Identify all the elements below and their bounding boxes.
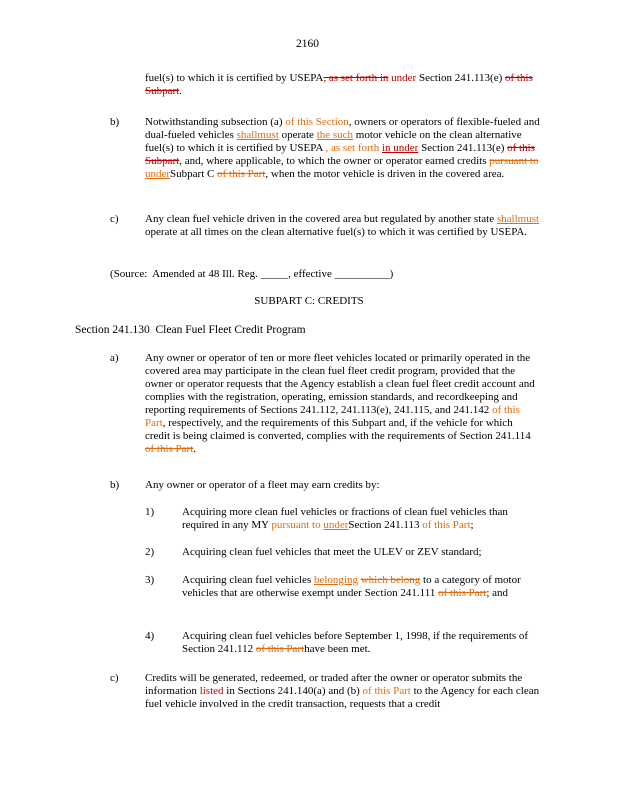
cont-text-2: Section 241.113(e) [418,72,503,84]
item-b-t5: Section 241.113(e) [421,142,505,154]
cont-deleted-2: of this Subpart [145,72,533,97]
item-b-t8: , when the motor vehicle is driven in the covered area. [265,168,505,180]
cont-deleted: , as set forth in [323,72,389,84]
sub4-text [182,630,540,656]
sec-c-t1: Credits will be generated, redeemed, or traded after the owner or operator submits the information [145,672,523,697]
item-b-text [145,116,540,181]
item-b-ins6: under [145,168,171,180]
sub4-label: 4) [145,630,155,642]
cont-inserted: under [391,72,417,84]
sec-a-t3: . [193,443,197,455]
item-b-t2: , owners or operators of flexible-fueled and dual-fueled vehicles [145,116,540,141]
sub1-t1: Acquiring more clean fuel vehicles or fractions of clean fuel vehicles than required in any MY [182,506,508,531]
sec-a-text [145,352,540,456]
item-b-label: b) [110,116,120,128]
item-c-t2: operate at all times on the clean alternative fuel(s) to which it was certified by USEPA. [145,226,528,238]
sub3-t2: to a category of motor vehicles that are otherwise exempt under Section 241.111 [182,574,521,599]
sub3-t1: Acquiring clean fuel vehicles [182,574,312,586]
sub1-label: 1) [145,506,155,518]
sec-c-t3: to the Agency for each clean fuel vehicle involved in the credit transaction, requests that a credit [145,685,540,710]
sub2-text: Acquiring clean fuel vehicles that meet the ULEV or ZEV standard; [182,546,482,558]
sub3-del1: which belong [360,574,421,586]
sub2-label: 2) [145,546,155,558]
sub1-text [182,506,540,532]
sec-a-del1: of this Part [145,443,194,455]
item-b-t7: Subpart C [170,168,215,180]
sec-a-ins1: of this Part [145,404,520,429]
item-b-t3: operate [281,129,314,141]
section-heading: Section 241.130 Clean Fuel Fleet Credit Program [75,324,306,336]
sec-c-ins2: of this Part [362,685,411,697]
page-number: 2160 [296,38,319,50]
item-b-ins3: the such [316,129,354,141]
sub4-t1: Acquiring clean fuel vehicles before September 1, 1998, if the requirements of Section 241.112 [182,630,529,655]
sub1-t2: Section 241.113 [348,519,420,531]
sub3-label: 3) [145,574,155,586]
sub3-del2: of this Part [438,587,487,599]
sec-a-label: a) [110,352,119,364]
item-b-ins5: in under [381,142,419,154]
sub1-t3: ; [470,519,474,531]
sec-b-text: Any owner or operator of a fleet may earn credits by: [145,479,380,491]
sec-a-t2: , respectively, and the requirements of this Subpart and, if the vehicle for which credit is being claimed is converted, complies with the requirements of Section 241.114 [145,417,531,442]
source-note: (Source: Amended at 48 Ill. Reg. _____, effective __________) [110,268,394,280]
sub3-text [182,574,540,600]
item-b-ins2: shallmust [236,129,279,141]
sec-a-t1: Any owner or operator of ten or more fleet vehicles located or primarily operated in the covered area may participate in the clean fuel fleet credit program, provided that the owner or operator requests that the Agency establish a clean fuel fleet credit account and complies with the registration, operating, emission standards, and recordkeeping and reporting requirements of Sections 241.112, 241.113(e), 241.115, and 241.142 [145,352,535,416]
sec-b-label: b) [110,479,120,491]
item-b-t6: , and, where applicable, to which the owner or operator earned credits [179,155,487,167]
item-b-del1: of this Subpart [145,142,535,167]
item-b-ins1: of this Section [285,116,349,128]
sec-c-ins1: listed [199,685,224,697]
sub1-ins1: pursuant to [271,519,321,531]
sub3-t3: ; and [486,587,509,599]
item-b-t1: Notwithstanding subsection (a) [145,116,283,128]
sub3-ins1: belonging [313,574,358,586]
item-c-ins1: shallmust [496,213,540,225]
item-b-del3: of this Part [217,168,266,180]
sec-c-text [145,672,545,711]
cont-end: . [179,85,182,97]
sub1-ins3: of this Part [422,519,471,531]
sub4-t2: have been met. [304,643,371,655]
item-c-label: c) [110,213,119,225]
continuation-paragraph [145,72,537,98]
subpart-heading: SUBPART C: CREDITS [254,295,364,307]
sec-c-t2: in Sections 241.140(a) and (b) [226,685,360,697]
item-b-del2: pursuant to [489,155,539,167]
item-c-t1: Any clean fuel vehicle driven in the covered area but regulated by another state [145,213,495,225]
item-c-text [145,213,540,239]
sub1-ins2: under [323,519,349,531]
sub4-del1: of this Part [255,643,305,655]
item-b-ins4: , as set forth [325,142,380,154]
item-b-t4: motor vehicle on the clean alternative fuel(s) to which it is certified by USEPA [145,129,522,154]
cont-text: fuel(s) to which it is certified by USEPA [145,72,324,84]
sec-c-label: c) [110,672,119,684]
